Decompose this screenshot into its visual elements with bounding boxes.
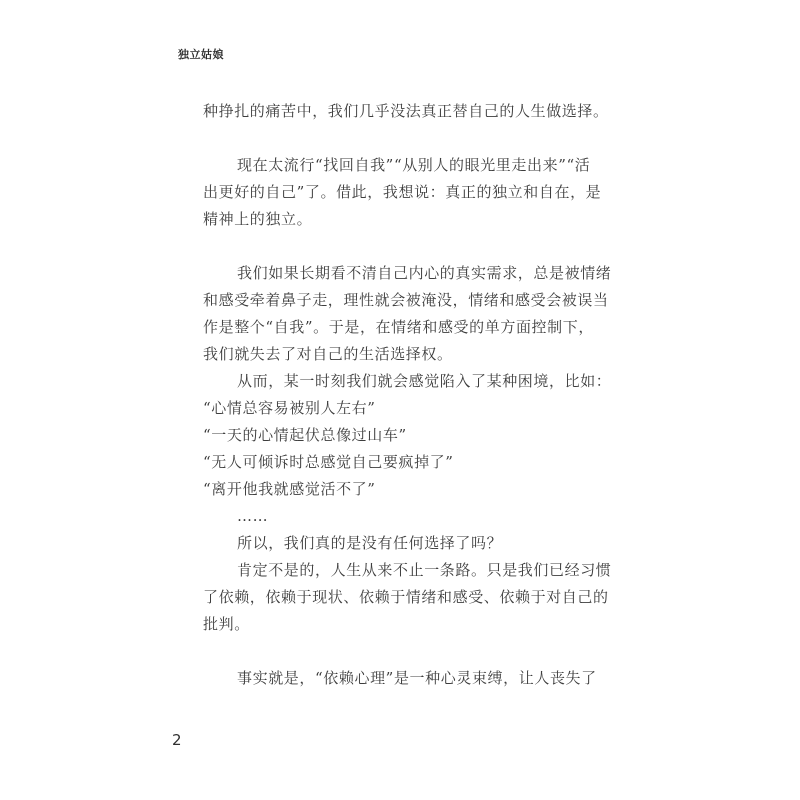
text-line: 我们如果长期看不清自己内心的真实需求，总是被情绪 xyxy=(237,264,612,282)
blank-line xyxy=(203,125,615,152)
text-line: …… xyxy=(237,507,269,525)
text-line: 从而，某一时刻我们就会感觉陷入了某种困境，比如： xyxy=(237,372,612,390)
text-line: 事实就是，“依赖心理”是一种心灵束缚，让人丧失了 xyxy=(237,669,597,687)
page-number: 2 xyxy=(172,731,182,749)
text-line: “离开他我就感觉活不了” xyxy=(203,480,376,498)
text-line: 作是整个“自我”。于是，在情绪和感受的单方面控制下， xyxy=(203,318,594,336)
text-line: “无人可倾诉时总感觉自己要疯掉了” xyxy=(203,453,454,471)
text-line: 精神上的独立。 xyxy=(203,210,313,228)
text-line: 出更好的自己”了。借此，我想说：真正的独立和自在，是 xyxy=(203,183,602,201)
text-line: 和感受牵着鼻子走，理性就会被淹没，情绪和感受会被误当 xyxy=(203,291,609,309)
text-line: 所以，我们真的是没有任何选择了吗？ xyxy=(237,534,503,552)
running-header: 独立姑娘 xyxy=(178,48,224,61)
text-line: “心情总容易被别人左右” xyxy=(203,399,376,417)
text-line: 肯定不是的，人生从来不止一条路。只是我们已经习惯 xyxy=(237,561,612,579)
text-line: 现在太流行“找回自我”“从别人的眼光里走出来”“活 xyxy=(237,156,591,174)
text-line: 了依赖，依赖于现状、依赖于情绪和感受、依赖于对自己的 xyxy=(203,588,609,606)
blank-line xyxy=(203,638,615,665)
text-line: 我们就失去了对自己的生活选择权。 xyxy=(203,345,453,363)
text-line: “一天的心情起伏总像过山车” xyxy=(203,426,407,444)
blank-line xyxy=(203,233,615,260)
body-text xyxy=(203,98,615,692)
text-line: 种挣扎的痛苦中，我们几乎没法真正替自己的人生做选择。 xyxy=(203,102,609,120)
text-line: 批判。 xyxy=(203,615,250,633)
